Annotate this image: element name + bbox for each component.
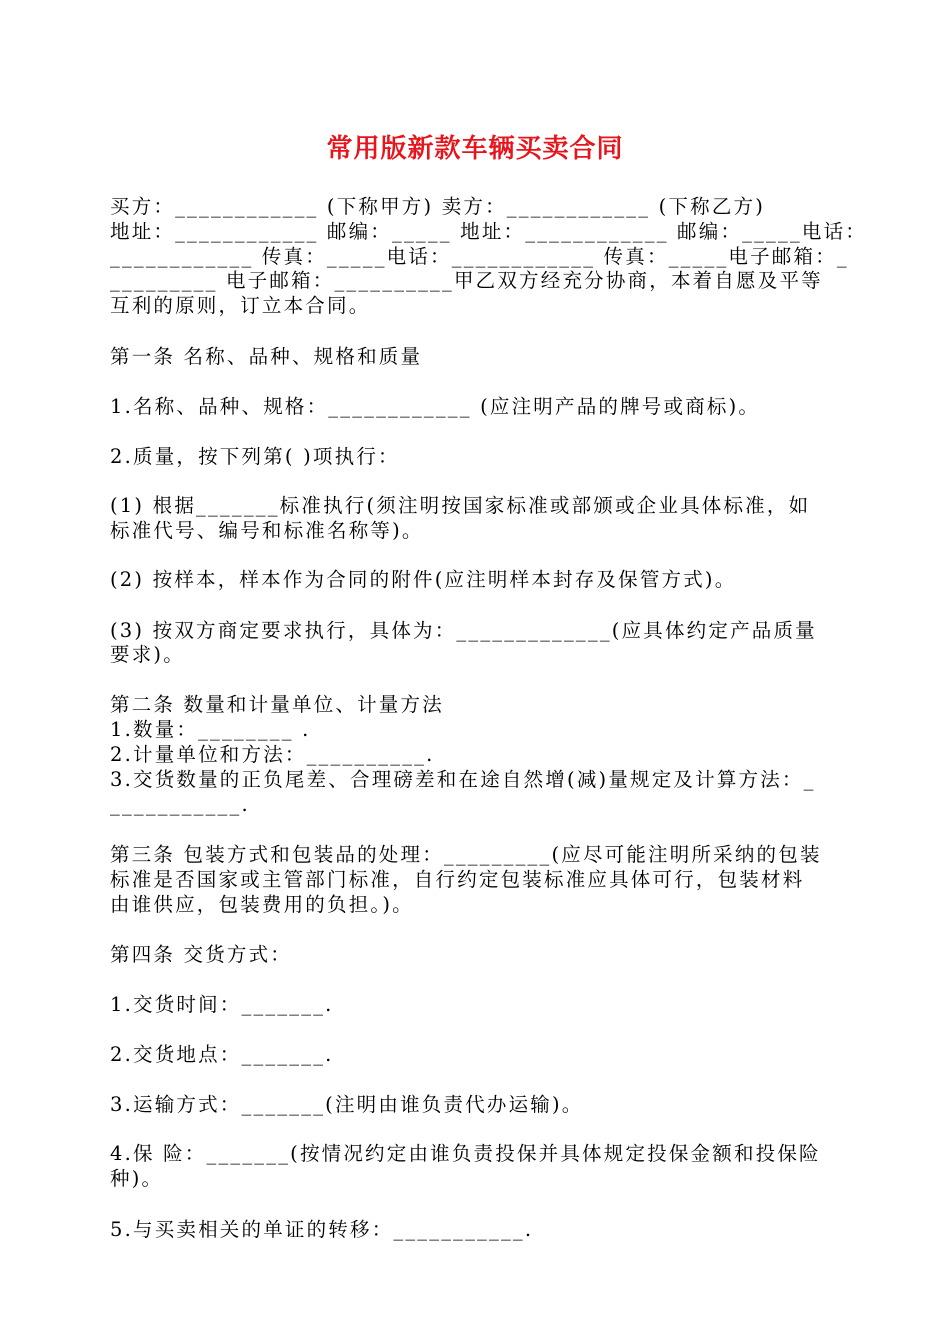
article-1-option-1-line-1: (1) 根据_______标准执行(须注明按国家标准或部颁或企业具体标准，如 bbox=[110, 494, 811, 517]
article-2-item-2: 2.计量单位和方法：__________. bbox=[110, 743, 435, 766]
parties-line-1: 买方：____________ (下称甲方) 卖方：____________ (下称乙方) bbox=[110, 195, 766, 218]
article-4-item-4-line-1: 4.保 险：_______(按情况约定由谁负责投保并具体规定投保金额和投保险 bbox=[110, 1142, 821, 1165]
article-4-item-1: 1.交货时间：_______. bbox=[110, 993, 334, 1016]
article-1-item-1: 1.名称、品种、规格：____________ (应注明产品的牌号或商标)。 bbox=[110, 395, 761, 418]
article-2-item-1: 1.数量：________ . bbox=[110, 718, 311, 741]
article-3-line-2: 标准是否国家或主管部门标准，自行约定包装标准应具体可行，包装材料 bbox=[110, 868, 805, 891]
article-4-item-3: 3.运输方式：_______(注明由谁负责代办运输)。 bbox=[110, 1093, 584, 1116]
article-4-item-4-line-2: 种)。 bbox=[110, 1167, 164, 1190]
article-1-heading: 第一条 名称、品种、规格和质量 bbox=[110, 345, 423, 368]
article-4-item-5: 5.与买卖相关的单证的转移：___________. bbox=[110, 1218, 534, 1241]
article-2-item-3-line-1: 3.交货数量的正负尾差、合理磅差和在途自然增(减)量规定及计算方法：_ bbox=[110, 768, 816, 791]
article-2-item-3-line-2: ___________. bbox=[110, 793, 250, 816]
parties-line-4: _________ 电子邮箱：__________甲乙双方经充分协商，本着自愿及平等 bbox=[110, 269, 823, 292]
article-3-line-3: 由谁供应，包装费用的负担。)。 bbox=[110, 893, 414, 916]
article-4-item-2: 2.交货地点：_______. bbox=[110, 1043, 334, 1066]
parties-line-3: ____________ 传真：_____电话：____________ 传真：_____电子邮箱：_ bbox=[110, 245, 849, 268]
article-1-option-1-line-2: 标准代号、编号和标准名称等)。 bbox=[110, 519, 424, 542]
article-1-item-2: 2.质量，按下列第( )项执行： bbox=[110, 445, 400, 468]
parties-line-2: 地址：____________ 邮编：_____ 地址：____________ 邮编：_____电话： bbox=[110, 220, 867, 243]
article-1-option-3-line-1: (3) 按双方商定要求执行，具体为：_____________(应具体约定产品质量 bbox=[110, 619, 817, 642]
document-title: 常用版新款车辆买卖合同 bbox=[326, 134, 624, 164]
article-2-heading: 第二条 数量和计量单位、计量方法 bbox=[110, 693, 444, 716]
article-1-option-3-line-2: 要求)。 bbox=[110, 643, 185, 666]
article-1-option-2: (2) 按样本，样本作为合同的附件(应注明样本封存及保管方式)。 bbox=[110, 568, 737, 591]
article-4-heading: 第四条 交货方式： bbox=[110, 943, 292, 966]
parties-line-5: 互利的原则，订立本合同。 bbox=[110, 294, 371, 317]
article-3-line-1: 第三条 包装方式和包装品的处理：_________(应尽可能注明所采纳的包装 bbox=[110, 843, 822, 866]
